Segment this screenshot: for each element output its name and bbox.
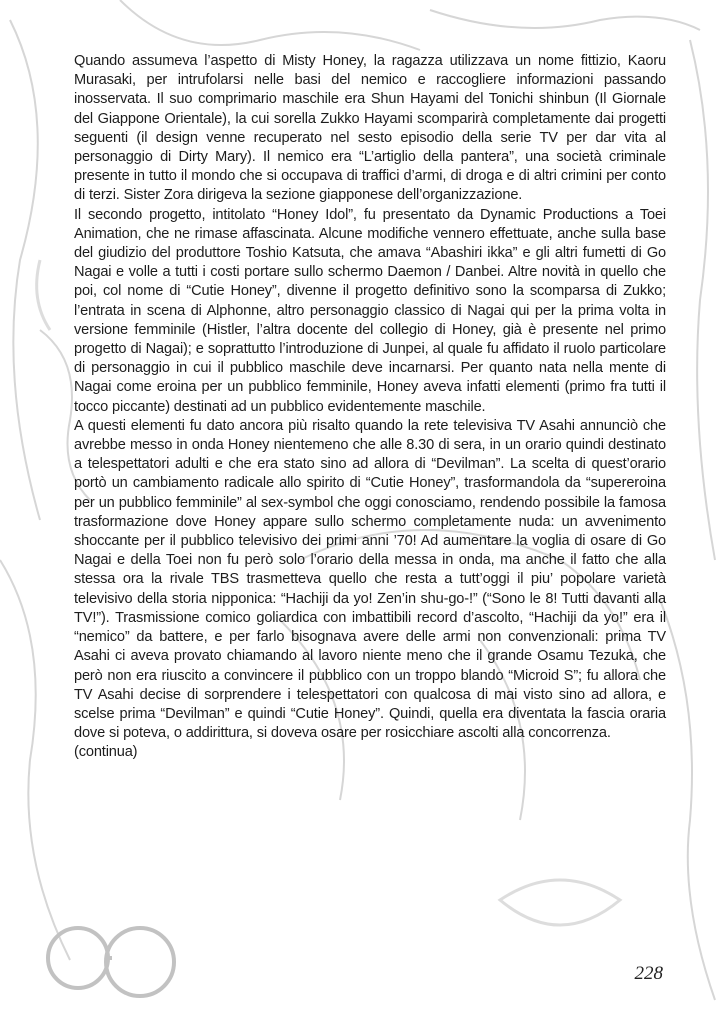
paragraph: A questi elementi fu dato ancora più risalto quando la rete televisiva TV Asahi annunciò che avrebbe messo in onda Honey nientemeno che alle 8.30 di sera, in un orario quindi destinato a telespettatori adulti e che era stato sino ad allora di “Devilman”. La scelta di quest’orario portò un cambiamento radicale allo spirito di “Cutie Honey”, trasformandola da “supereroina per un pubblico femminile” al sex-symbol che oggi conosciamo, rendendo possibile la famosa trasformazione dove Honey appare sullo schermo completamente nuda: un avvenimento shoccante per il pubblico televisivo dei primi anni ’70! Ad aumentare la voglia di osare di Go Nagai e della Toei non fu però solo l’orario della messa in onda, ma anche il fatto che alla stessa ora la rivale TBS trasmetteva quello che resta a tutt’oggi il piu’ popolare varietà televisivo della storia nipponica: “Hachiji da yo! Zen’in shu-go-!” (“Sono le 8! Tutti davanti alla TV!”). Trasmissione comico goliardica con imbattibili record d’ascolto, “Hachiji da yo!” era il “nemico” da battere, e per farlo bisognava avere delle armi non convenzionali: prima TV Asahi ci aveva provato chiamando al lavoro niente meno che il grande Osamu Tezuka, che però non era riuscito a convincere il pubblico con un troppo blando “Microid S”; fu allora che TV Asahi decise di sorprendere i telespettatori con qualcosa di mai visto sino ad allora, e scelse prima “Devilman” e quindi “Cutie Honey”. Quindi, quella era diventata la fascia oraria dove si poteva, o addirittura, si doveva osare per rosicchiare ascolti alla concorrenza. bbox=[74, 417, 666, 742]
continuation-note: (continua) bbox=[74, 744, 138, 761]
page-number: 228 bbox=[634, 963, 663, 984]
article-body bbox=[74, 52, 666, 763]
paragraph: Il secondo progetto, intitolato “Honey Idol”, fu presentato da Dynamic Productions a Toei Animation, che ne rimase affascinata. Alcune modifiche vennero effettuate, anche sulla base del giudizio del produttore Toshio Katsuta, che amava “Abashiri ikka” e gli altri fumetti di Go Nagai e volle a tutti i costi portare sullo schermo Daemon / Danbei. Altre novità in quello che poi, col nome di “Cutie Honey”, divenne il progetto definitivo sono la scomparsa di Zukko; l’entrata in scena di Alphonne, altro personaggio classico di Nagai qui per la prima volta in versione femminile (Histler, l’altra docente del collegio di Honey, già è presente nel primo progetto di Nagai); e soprattutto l’introduzione di Junpei, al quale fu affidato il ruolo particolare di personaggio in cui il pubblico maschile deve incarnarsi. Per quanto nata nella mente di Nagai come eroina per un pubblico femminile, Honey aveva infatti elementi (primo fra tutti il tocco piccante) destinati ad un pubblico evidentemente maschile. bbox=[74, 206, 666, 415]
paragraph: Quando assumeva l’aspetto di Misty Honey, la ragazza utilizzava un nome fittizio, Kaoru Murasaki, per intrufolarsi nelle basi del nemico e raccogliere informazioni passando inosservata. Il suo comprimario maschile era Shun Hayami del Tonichi shinbun (Il Giornale del Giappone Orientale), la cui sorella Zukko Hayami scomparirà completamente dai progetti seguenti (il design venne recuperato nel sesto episodio della serie TV per dar vita al personaggio di Dirty Mary). Il nemico era “L’artiglio della pantera”, una società criminale presente in tutto il mondo che si occupava di traffici d’armi, di droga e di altri crimini per conto di terzi. Sister Zora dirigeva la sezione giapponese dell’organizzazione. bbox=[74, 53, 666, 204]
